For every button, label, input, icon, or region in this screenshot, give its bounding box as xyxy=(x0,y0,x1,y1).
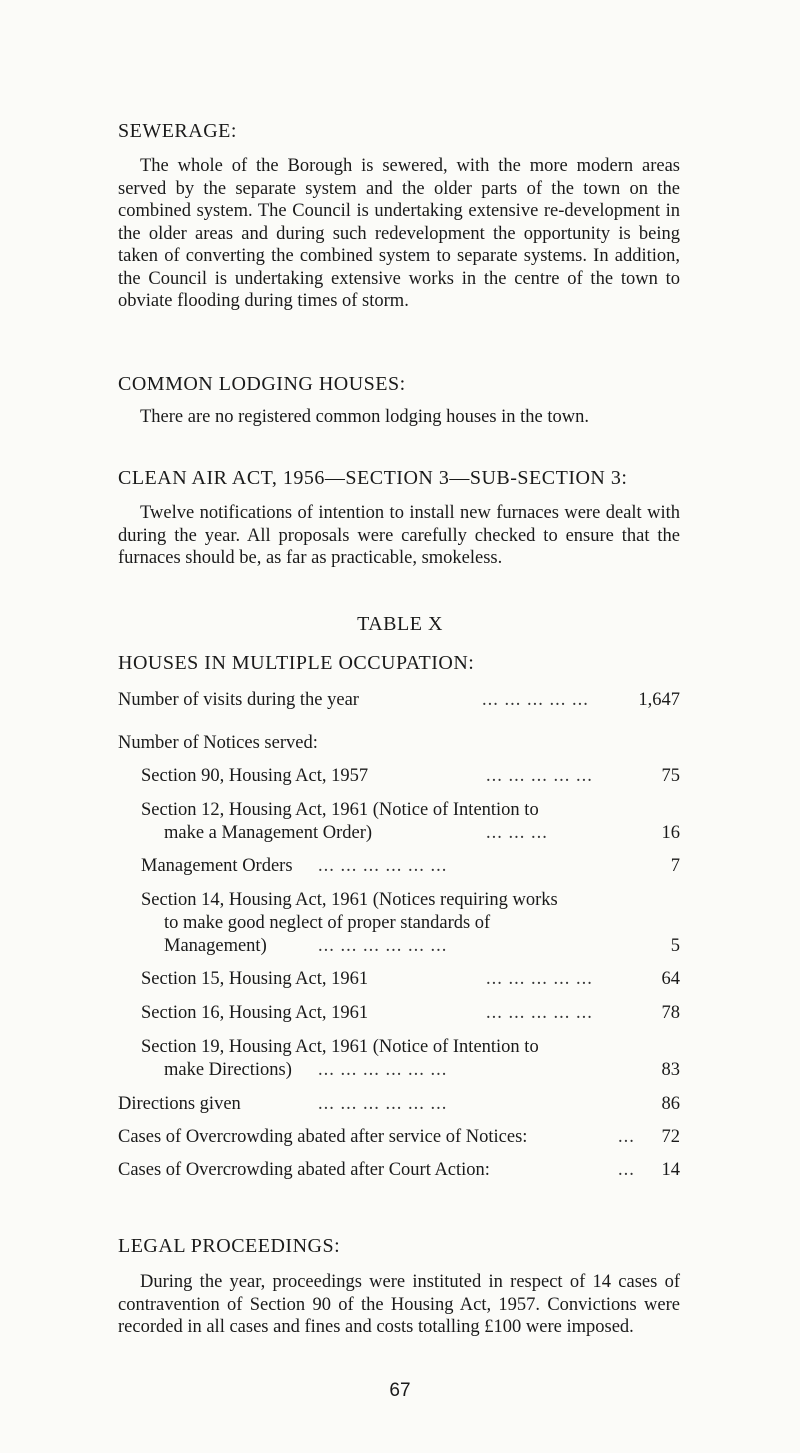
legal-paragraph: During the year, proceedings were instituted in respect of 14 cases of contravention of Section 90 of the Housing Act, 1957. Convictions were recorded in all cases and fines and costs totalling £100 were imposed. xyxy=(118,1272,680,1337)
row-label: make Directions) xyxy=(164,1060,292,1080)
row-dots: ... ... ... xyxy=(486,823,548,843)
lodging-heading: COMMON LODGING HOUSES: xyxy=(118,373,406,395)
table-row: Section 12, Housing Act, 1961 (Notice of Intention to xyxy=(141,800,539,820)
sewerage-heading: SEWERAGE: xyxy=(118,120,237,142)
overcrowding-notices-row xyxy=(118,1126,635,1149)
row-value: 78 xyxy=(661,1003,680,1023)
row-label: Management Orders xyxy=(141,856,293,876)
directions-value: 86 xyxy=(661,1094,680,1114)
row-dots: ... ... ... ... ... ... xyxy=(318,856,448,876)
table-row xyxy=(141,765,593,788)
row-dots: ... ... ... ... ... ... xyxy=(318,936,448,956)
row-dots: ... ... ... ... ... xyxy=(486,766,593,786)
row-value: 75 xyxy=(661,766,680,786)
row-dots: ... ... ... ... ... ... xyxy=(318,1094,448,1114)
row-dots: ... xyxy=(618,1160,635,1180)
row-label: Cases of Overcrowding abated after service of Notices: xyxy=(118,1127,528,1147)
row-label: Management) xyxy=(164,936,267,956)
table-title: TABLE X xyxy=(357,613,443,635)
table-row: Section 19, Housing Act, 1961 (Notice of Intention to xyxy=(141,1037,539,1057)
row-label: Cases of Overcrowding abated after Court Action: xyxy=(118,1160,490,1180)
row-value: 16 xyxy=(661,823,680,843)
row-value: 64 xyxy=(661,969,680,989)
table-heading: HOUSES IN MULTIPLE OCCUPATION: xyxy=(118,652,475,674)
table-row-continued xyxy=(164,935,448,958)
row-value: 83 xyxy=(661,1060,680,1080)
row-dots: ... ... ... ... ... xyxy=(486,1003,593,1023)
overcrowding-court-row xyxy=(118,1159,635,1182)
legal-heading: LEGAL PROCEEDINGS: xyxy=(118,1235,341,1257)
row-label: Section 16, Housing Act, 1961 xyxy=(141,1003,369,1023)
visits-label: Number of visits during the year xyxy=(118,690,359,710)
overcrowding-notices-value: 72 xyxy=(661,1127,680,1147)
table-row xyxy=(141,968,593,991)
row-value: 5 xyxy=(670,936,680,956)
page-number: 67 xyxy=(389,1380,411,1401)
visits-value: 1,647 xyxy=(638,690,680,710)
row-dots: ... ... ... ... ... xyxy=(486,969,593,989)
visits-row xyxy=(118,689,589,712)
table-row-continued: to make good neglect of proper standards of xyxy=(164,913,491,933)
table-row xyxy=(141,855,448,878)
row-dots: ... ... ... ... ... ... xyxy=(318,1060,448,1080)
directions-row xyxy=(118,1093,448,1116)
table-row-continued xyxy=(164,1059,448,1082)
table-row-continued xyxy=(164,822,548,845)
row-label: Section 90, Housing Act, 1957 xyxy=(141,766,369,786)
row-label: Section 15, Housing Act, 1961 xyxy=(141,969,369,989)
row-label: make a Management Order) xyxy=(164,823,373,843)
overcrowding-court-value: 14 xyxy=(661,1160,680,1180)
row-value: 7 xyxy=(670,856,680,876)
lodging-paragraph: There are no registered common lodging houses in the town. xyxy=(140,407,590,427)
row-dots: ... xyxy=(618,1127,635,1147)
table-row: Section 14, Housing Act, 1961 (Notices requiring works xyxy=(141,890,558,910)
row-label: Directions given xyxy=(118,1094,241,1114)
clean-air-heading: CLEAN AIR ACT, 1956—SECTION 3—SUB-SECTION 3: xyxy=(118,467,628,489)
table-row xyxy=(141,1002,593,1025)
visits-dots: ... ... ... ... ... xyxy=(482,690,589,710)
sewerage-paragraph: The whole of the Borough is sewered, with the more modern areas served by the separate system and the older parts of the town on the combined system. The Council is undertaking extensive re-development in the older areas and during such redevelopment the opportunity is being taken of converting the combined system to separate systems. In addition, the Council is undertaking extensive works in the centre of the town to obviate flooding during times of storm. xyxy=(118,156,680,311)
notices-heading: Number of Notices served: xyxy=(118,733,318,753)
clean-air-paragraph: Twelve notifications of intention to install new furnaces were dealt with during the year. All proposals were carefully checked to ensure that the furnaces should be, as far as practicable, smokeless. xyxy=(118,503,680,568)
